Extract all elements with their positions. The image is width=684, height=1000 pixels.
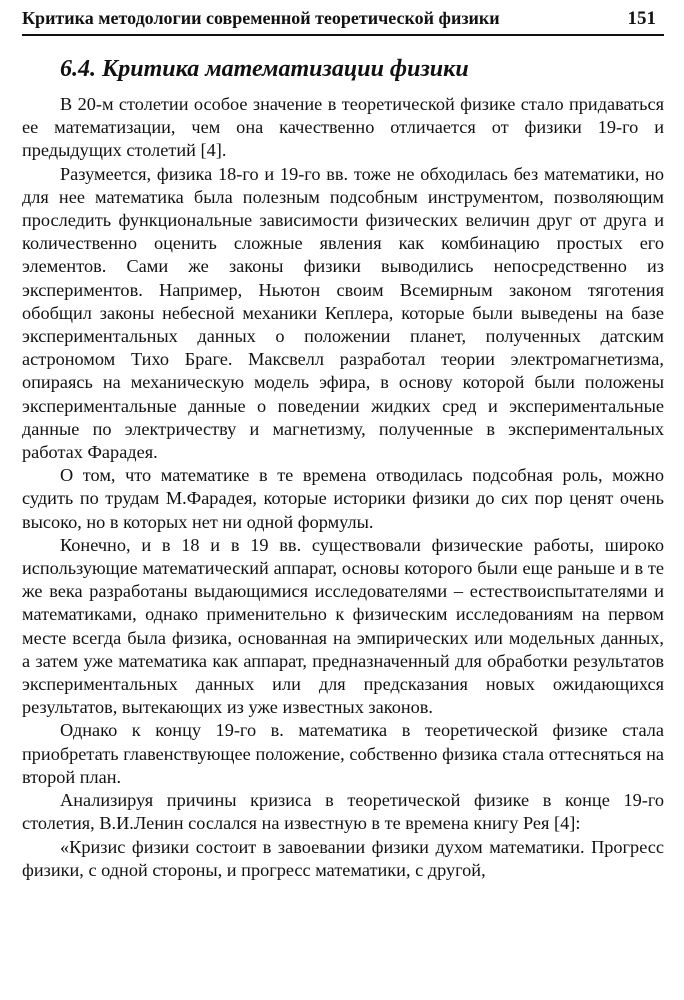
section-title: 6.4. Критика математизации физики [60, 56, 469, 82]
book-page [22, 6, 664, 882]
paragraph: Анализируя причины кризиса в теоретической физике в конце 19-го столетия, В.И.Ленин сослался на известную в те времена книгу Рея [4]: [22, 790, 664, 834]
body-text [22, 93, 664, 882]
running-title: Критика методологии современной теоретической физики [22, 8, 500, 28]
paragraph: Однако к концу 19-го в. математика в теоретической физике стала приобретать главенствующее положение, собственно физика стала оттесняться на второй план. [22, 720, 664, 787]
paragraph: Конечно, и в 18 и в 19 вв. существовали физические работы, широко использующие математический аппарат, основы которого были еще раньше и в те же века разработаны выдающимися исследователями – естествоиспытателями и математиками, однако применительно к физическим исследованиям на первом месте всегда была физика, основанная на эмпирических или модельных данных, а затем уже математика как аппарат, предназначенный для обработки результатов экспериментальных данных или для предсказания новых ожидающихся результатов, вытекающих из уже известных законов. [22, 534, 664, 718]
paragraph: О том, что математике в те времена отводилась подсобная роль, можно судить по трудам М.Фарадея, которые историки физики до сих пор ценят очень высоко, но в которых нет ни одной формулы. [22, 465, 664, 532]
paragraph: В 20-м столетии особое значение в теоретической физике стало придаваться ее математизации, чем она качественно отличается от физики 19-го и предыдущих столетий [4]. [22, 94, 664, 161]
page-number: 151 [627, 8, 656, 29]
paragraph: Разумеется, физика 18-го и 19-го вв. тоже не обходилась без математики, но для нее математика была полезным подсобным инструментом, позволяющим проследить функциональные зависимости физических величин друг от друга и количественно оценить сложные явления как комбинацию простых его элементов. Сами же законы физики выводились непосредственно из экспериментов. Например, Ньютон своим Всемирным законом тяготения обобщил законы небесной механики Кеплера, которые были выведены на базе экспериментальных данных о положении планет, полученных датским астрономом Тихо Браге. Максвелл разработал теории электромагнетизма, опираясь на механическую модель эфира, в основу которой были положены экспериментальные данные о поведении жидких сред и экспериментальные данные по электричеству и магнетизму, полученные в экспериментальных работах Фарадея. [22, 163, 664, 463]
running-header [22, 6, 664, 36]
paragraph: «Кризис физики состоит в завоевании физики духом математики. Прогресс физики, с одной стороны, и прогресс математики, с другой, [22, 836, 664, 880]
